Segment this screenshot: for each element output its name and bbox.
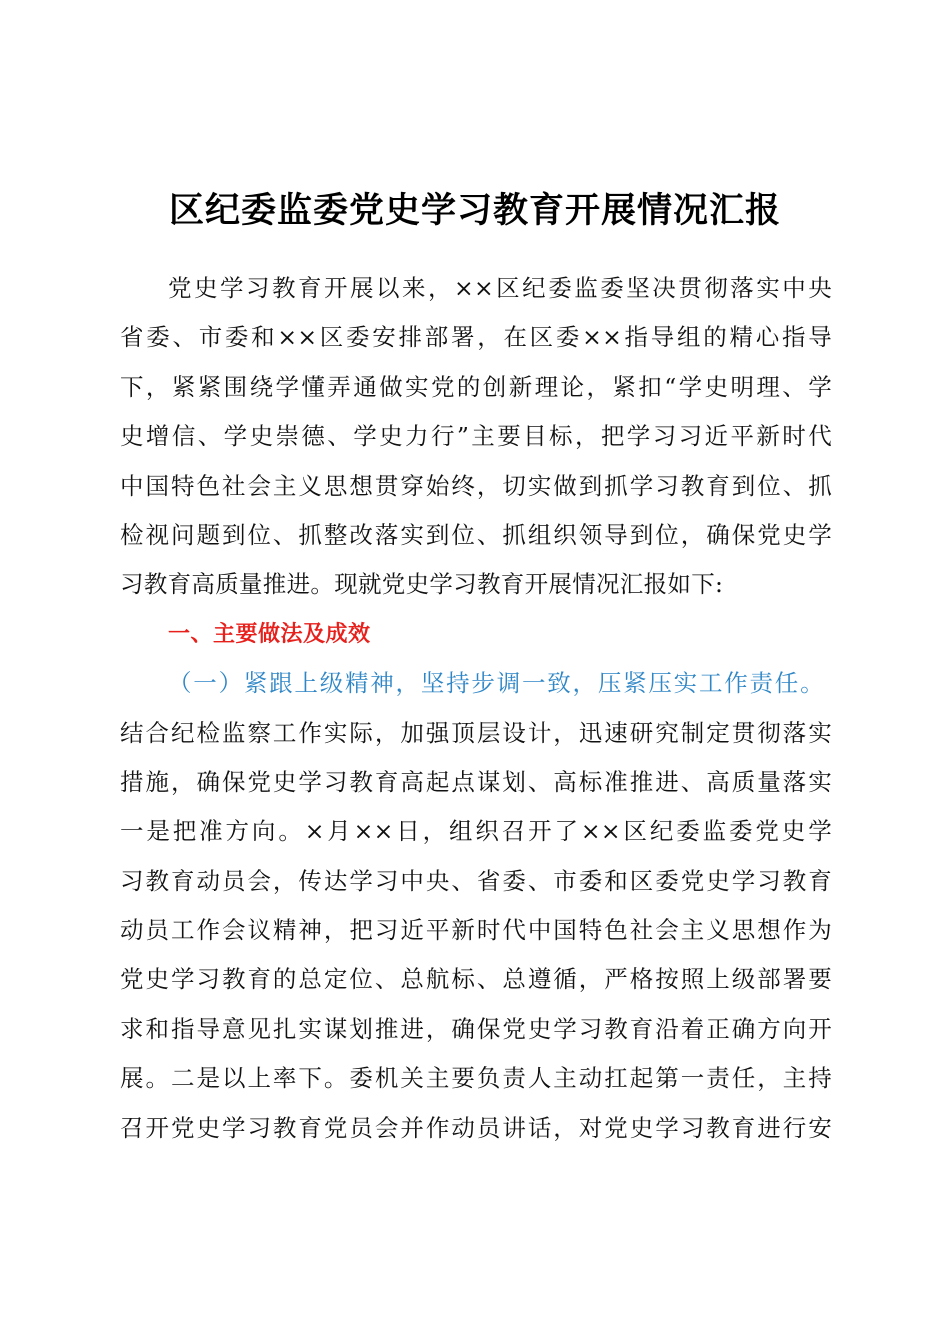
section-heading: 一、主要做法及成效 bbox=[168, 621, 371, 647]
paragraph-line: 求和指导意见扎实谋划推进，确保党史学习教育沿着正确方向开 bbox=[120, 1014, 832, 1043]
paragraph-line: 动员工作会议精神，把习近平新时代中国特色社会主义思想作为 bbox=[120, 916, 832, 945]
document-title: 区纪委监委党史学习教育开展情况汇报 bbox=[168, 190, 781, 231]
paragraph-line: 史增信、学史崇德、学史力行”主要目标，把学习习近平新时代 bbox=[120, 422, 832, 451]
paragraph-line: 下，紧紧围绕学懂弄通做实党的创新理论，紧扣“学史明理、学 bbox=[120, 372, 832, 401]
paragraph-line: 党史学习教育开展以来，××区纪委监委坚决贯彻落实中央 bbox=[168, 274, 832, 302]
paragraph-line: 召开党史学习教育党员会并作动员讲话，对党史学习教育进行安 bbox=[120, 1113, 832, 1142]
paragraph-line: 中国特色社会主义思想贯穿始终，切实做到抓学习教育到位、抓 bbox=[120, 471, 832, 500]
paragraph-line: 习教育动员会，传达学习中央、省委、市委和区委党史学习教育 bbox=[120, 866, 832, 895]
paragraph-line: 一是把准方向。×月××日，组织召开了××区纪委监委党史学 bbox=[120, 817, 832, 846]
paragraph-line: 展。二是以上率下。委机关主要负责人主动扛起第一责任，主持 bbox=[120, 1064, 832, 1093]
paragraph-line: 措施，确保党史学习教育高起点谋划、高标准推进、高质量落实 bbox=[120, 767, 832, 796]
paragraph-line: 省委、市委和××区委安排部署，在区委××指导组的精心指导 bbox=[120, 323, 832, 352]
subsection-heading-text: （一）紧跟上级精神，坚持步调一致，压紧压实工作责任。 bbox=[168, 669, 824, 698]
paragraph-line: 检视问题到位、抓整改落实到位、抓组织领导到位，确保党史学 bbox=[120, 520, 832, 549]
paragraph-line: 党史学习教育的总定位、总航标、总遵循，严格按照上级部署要 bbox=[120, 965, 832, 994]
subsection-heading bbox=[120, 659, 832, 708]
paragraph-line: 结合纪检监察工作实际，加强顶层设计，迅速研究制定贯彻落实 bbox=[120, 718, 832, 747]
document-body bbox=[120, 264, 832, 1153]
paragraph-line: 习教育高质量推进。现就党史学习教育开展情况汇报如下: bbox=[120, 570, 724, 599]
